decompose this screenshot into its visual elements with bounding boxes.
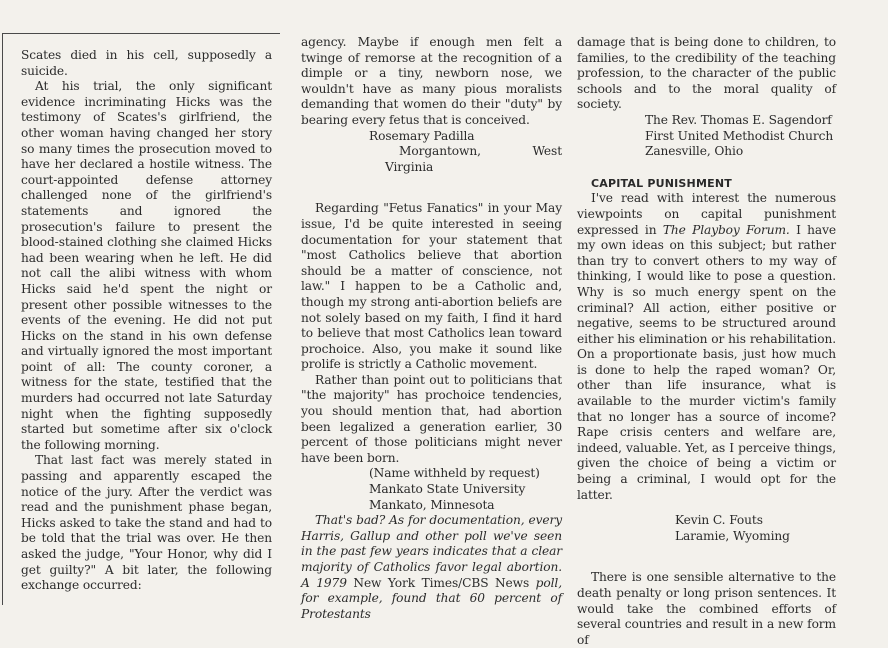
section-headline: CAPITAL PUNISHMENT [591,176,732,190]
column-left [2,33,280,605]
letter-signature-name: Rosemary Padilla [369,128,475,143]
letter-text: damage that is being done to children, to families, to the credibility of the teaching profession, to the character of the public schools and to the moral quality of society. [577,35,836,112]
editor-reply-text: poll, for example, found that 60 percent of Protestants [301,575,562,621]
letter-text: agency. Maybe if enough men felt a twinge of remorse at the recognition of a dimple or a tiny, newborn nose, we wouldn't have as many pious moralists demanding that women do their "duty" by bearing every fetus that is conceived. [301,35,562,127]
letter-signature-place: Morgantown, West Virginia [385,144,562,174]
paragraph: Scates died in his cell, supposedly a suicide. [21,48,272,78]
letter-signature-org: Mankato State University [369,482,526,497]
column-right [577,0,836,647]
editor-reply-text: That's bad? As for documentation, every Harris, Gallup and other poll we've seen in the past few years indicates that a clear majority of Catholics favor legal abortion. A 1979 [301,513,562,590]
editor-reply [301,513,562,622]
letter-text-part: I have my own ideas on this subject; but rather than try to convert others to my way of thinking, I would like to pose a question. Why is so much energy spent on the criminal? All action, either positive or negative, seems to be structured around either his elimination or his rehabilitation. On a proportionate basis, just how much is done to help the raped woman? Or, other than life insurance, what is available to the murder victim's family that no longer has a source of income? Rape crisis centers and welfare are, indeed, valuable. Yet, as I perceive things, given the choice of being a victim or being a criminal, I would opt for the latter. [577,222,836,502]
editor-reply-source: New York Times/CBS News [353,575,530,590]
letter-text-part: I've read with interest the numerous viewpoints on capital punishment expressed in [577,191,836,237]
letter-signature-name: (Name withheld by request) [369,466,540,481]
letter-signature-org: First United Methodist Church [645,128,834,143]
paragraph: That last fact was merely stated in passing and apparently escaped the notice of the jury. After the verdict was read and the punishment phase began, Hicks asked to take the stand and had to be told that the trial was over. He then asked the judge, "Your Honor, why did I get guilty?" A bit later, the following exchange occurred: [21,453,272,593]
letter-text: Rather than point out to politicians that "the majority" has prochoice tendencies, you should mention that, had abortion been legalized a generation earlier, 30 percent of those politicians might never have been born. [301,372,562,465]
column-middle [301,0,562,621]
publication-title: The Playboy Forum. [662,222,790,237]
letter-text: There is one sensible alternative to the death penalty or long prison sentences. It would take the combined efforts of several countries and result in a new form of [577,570,836,647]
letter-signature-name: Kevin C. Fouts [675,513,763,528]
letter-signature-place: Laramie, Wyoming [675,528,790,543]
letter-signature-place: Mankato, Minnesota [369,497,495,512]
paragraph: At his trial, the only significant evidence incriminating Hicks was the testimony of Scates's girlfriend, the other woman having changed her story so many times the prosecution moved to have her declared a hostile witness. The court-appointed defense attorney challenged none of the girlfriend's statements and ignored the prosecution's failure to present the blood-stained clothing she claimed Hicks had been wearing when he left. He did not call the alibi witness with whom Hicks said he'd spent the night or present other possible witnesses to the events of the evening. He did not put Hicks on the stand in his own defense and virtually ignored the most important point of all: The county coroner, a witness for the state, testified that the murders had occurred not late Saturday night when the fighting supposedly started but sometime after six o'clock the following morning. [21,79,272,452]
letter-text: Regarding "Fetus Fanatics" in your May issue, I'd be quite interested in seeing documentation for your statement that "most Catholics believe that abortion should be a matter of conscience, not law." I happen to be a Catholic and, though my strong anti-abortion beliefs are not solely based on my faith, I find it hard to believe that most Catholics lean toward prochoice. Also, you make it sound like prolife is strictly a Catholic movement. [301,201,562,372]
letter-text [577,191,836,503]
letter-signature-name: The Rev. Thomas E. Sagendorf [645,112,832,127]
letter-signature-place: Zanesville, Ohio [645,144,744,159]
